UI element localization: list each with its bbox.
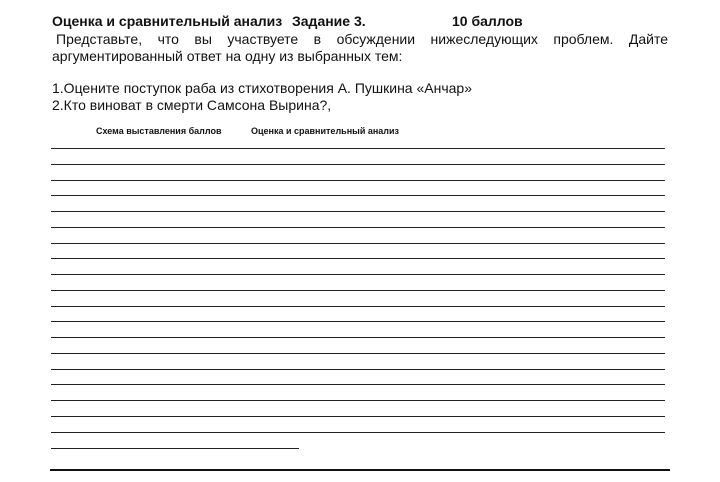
answer-line[interactable]: [51, 290, 665, 291]
scoring-criterion-label: Оценка и сравнительный анализ: [251, 126, 400, 136]
answer-line[interactable]: [51, 164, 665, 165]
answer-line[interactable]: [51, 211, 665, 212]
question-1: 1.Оцените поступок раба из стихотворения А. Пушкина «Анчар»: [52, 80, 472, 96]
answer-line[interactable]: [51, 353, 665, 354]
answer-line[interactable]: [51, 416, 665, 417]
answer-line[interactable]: [51, 148, 665, 149]
answer-line-short[interactable]: [51, 448, 299, 449]
answer-line[interactable]: [51, 306, 665, 307]
bottom-divider: [50, 469, 670, 471]
answer-line[interactable]: [51, 337, 665, 338]
instruction-text: Представьте, что вы участвуете в обсуждении нижеследующих проблем. Дайте аргументированный ответ на одну из выбранных тем:: [52, 31, 668, 64]
answer-line[interactable]: [51, 227, 665, 228]
answer-line[interactable]: [51, 400, 665, 401]
answer-line[interactable]: [51, 384, 665, 385]
answer-line[interactable]: [51, 195, 665, 196]
answer-line[interactable]: [51, 258, 665, 259]
question-2: 2.Кто виноват в смерти Самсона Вырина?,: [52, 97, 332, 113]
page-title: Оценка и сравнительный анализ: [52, 13, 283, 29]
scoring-scheme-label: Схема выставления баллов: [96, 126, 222, 136]
answer-line[interactable]: [51, 432, 665, 433]
task-number: Задание 3.: [292, 13, 366, 29]
answer-line[interactable]: [51, 243, 665, 244]
points-label: 10 баллов: [452, 13, 523, 29]
answer-line[interactable]: [51, 369, 665, 370]
answer-line[interactable]: [51, 321, 665, 322]
answer-line[interactable]: [51, 274, 665, 275]
answer-line[interactable]: [51, 180, 665, 181]
